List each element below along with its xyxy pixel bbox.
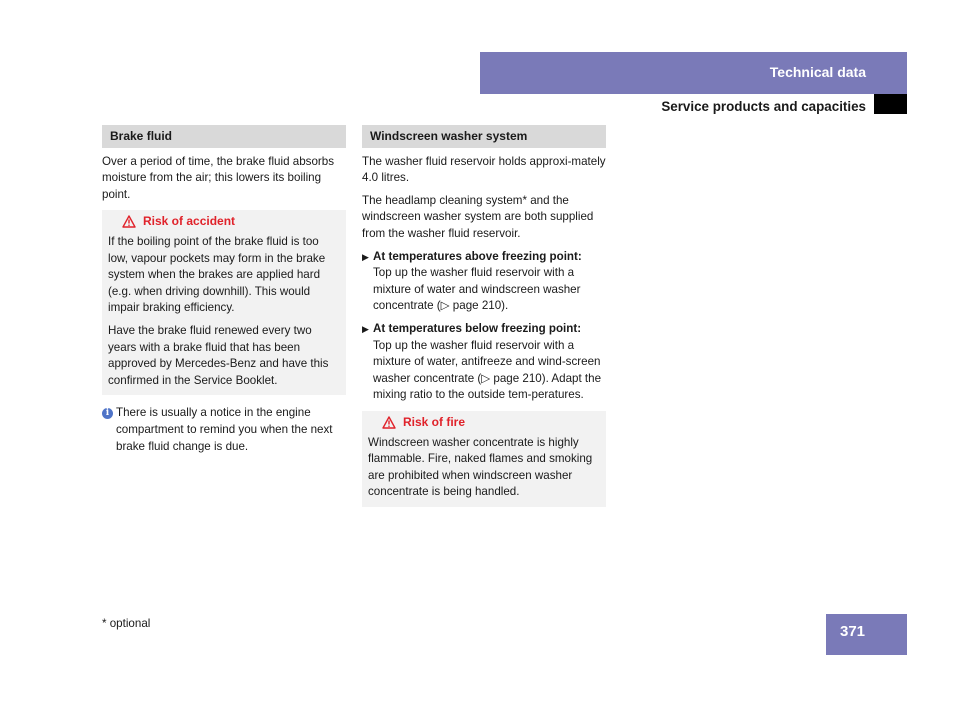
page-subtitle: Service products and capacities <box>661 99 866 114</box>
brake-fluid-intro: Over a period of time, the brake fluid absorbs moisture from the air; this lowers its boiling point. <box>102 154 334 201</box>
brake-fluid-section <box>102 125 346 455</box>
step-arrow-icon: ▶ <box>362 323 369 334</box>
warning-paragraph: If the boiling point of the brake fluid is too low, vapour pockets may form in the brake system when the brakes are applied hard (e.g. when driving downhill). This would impair braking efficiency. <box>108 234 326 315</box>
info-note <box>102 405 346 455</box>
washer-heading <box>362 125 606 148</box>
warning-title-text: Risk of fire <box>403 414 466 429</box>
step-label: At temperatures below freezing point: <box>373 321 582 335</box>
risk-of-fire-box <box>362 411 606 507</box>
warning-triangle-icon <box>122 215 136 228</box>
step-arrow-icon: ▶ <box>362 251 369 262</box>
section-tab <box>480 52 907 94</box>
step-text: Top up the washer fluid reservoir with a mixture of water, antifreeze and wind-screen washer concentrate (▷ page 210). Adapt the mixing ratio to the outside tem-peratures. <box>373 338 602 402</box>
footnote: * optional <box>102 617 151 630</box>
washer-section <box>362 125 606 517</box>
header-marker <box>874 94 907 114</box>
instruction-step <box>362 249 606 315</box>
page-number: 371 <box>840 623 866 640</box>
section-title: Technical data <box>769 64 866 80</box>
warning-paragraph: Windscreen washer concentrate is highly flammable. Fire, naked flames and smoking are prohibited when windscreen washer concentrate is being handled. <box>368 435 593 499</box>
risk-of-accident-box <box>102 210 346 395</box>
step-text: Top up the washer fluid reservoir with a mixture of water and windscreen washer concentrate (▷ page 210). <box>373 266 581 313</box>
warning-paragraph: Have the brake fluid renewed every two years with a brake fluid that has been approved by Mercedes-Benz and have this confirmed in the Service Booklet. <box>108 323 329 387</box>
page-number-box <box>826 614 907 655</box>
warning-title <box>368 414 600 431</box>
washer-paragraph: The washer fluid reservoir holds approxi-mately 4.0 litres. <box>362 154 606 185</box>
step-label: At temperatures above freezing point: <box>373 249 582 263</box>
warning-title <box>108 213 340 230</box>
info-note-text: There is usually a notice in the engine compartment to remind you when the next brake fluid change is due. <box>116 406 333 453</box>
info-icon: i <box>102 408 113 419</box>
warning-title-text: Risk of accident <box>143 214 236 229</box>
warning-triangle-icon <box>382 416 396 429</box>
brake-fluid-heading-text: Brake fluid <box>110 129 173 143</box>
instruction-step <box>362 321 606 404</box>
washer-heading-text: Windscreen washer system <box>370 129 528 143</box>
washer-paragraph: The headlamp cleaning system* and the windscreen washer system are both supplied from the washer fluid reservoir. <box>362 193 594 240</box>
brake-fluid-heading <box>102 125 346 148</box>
